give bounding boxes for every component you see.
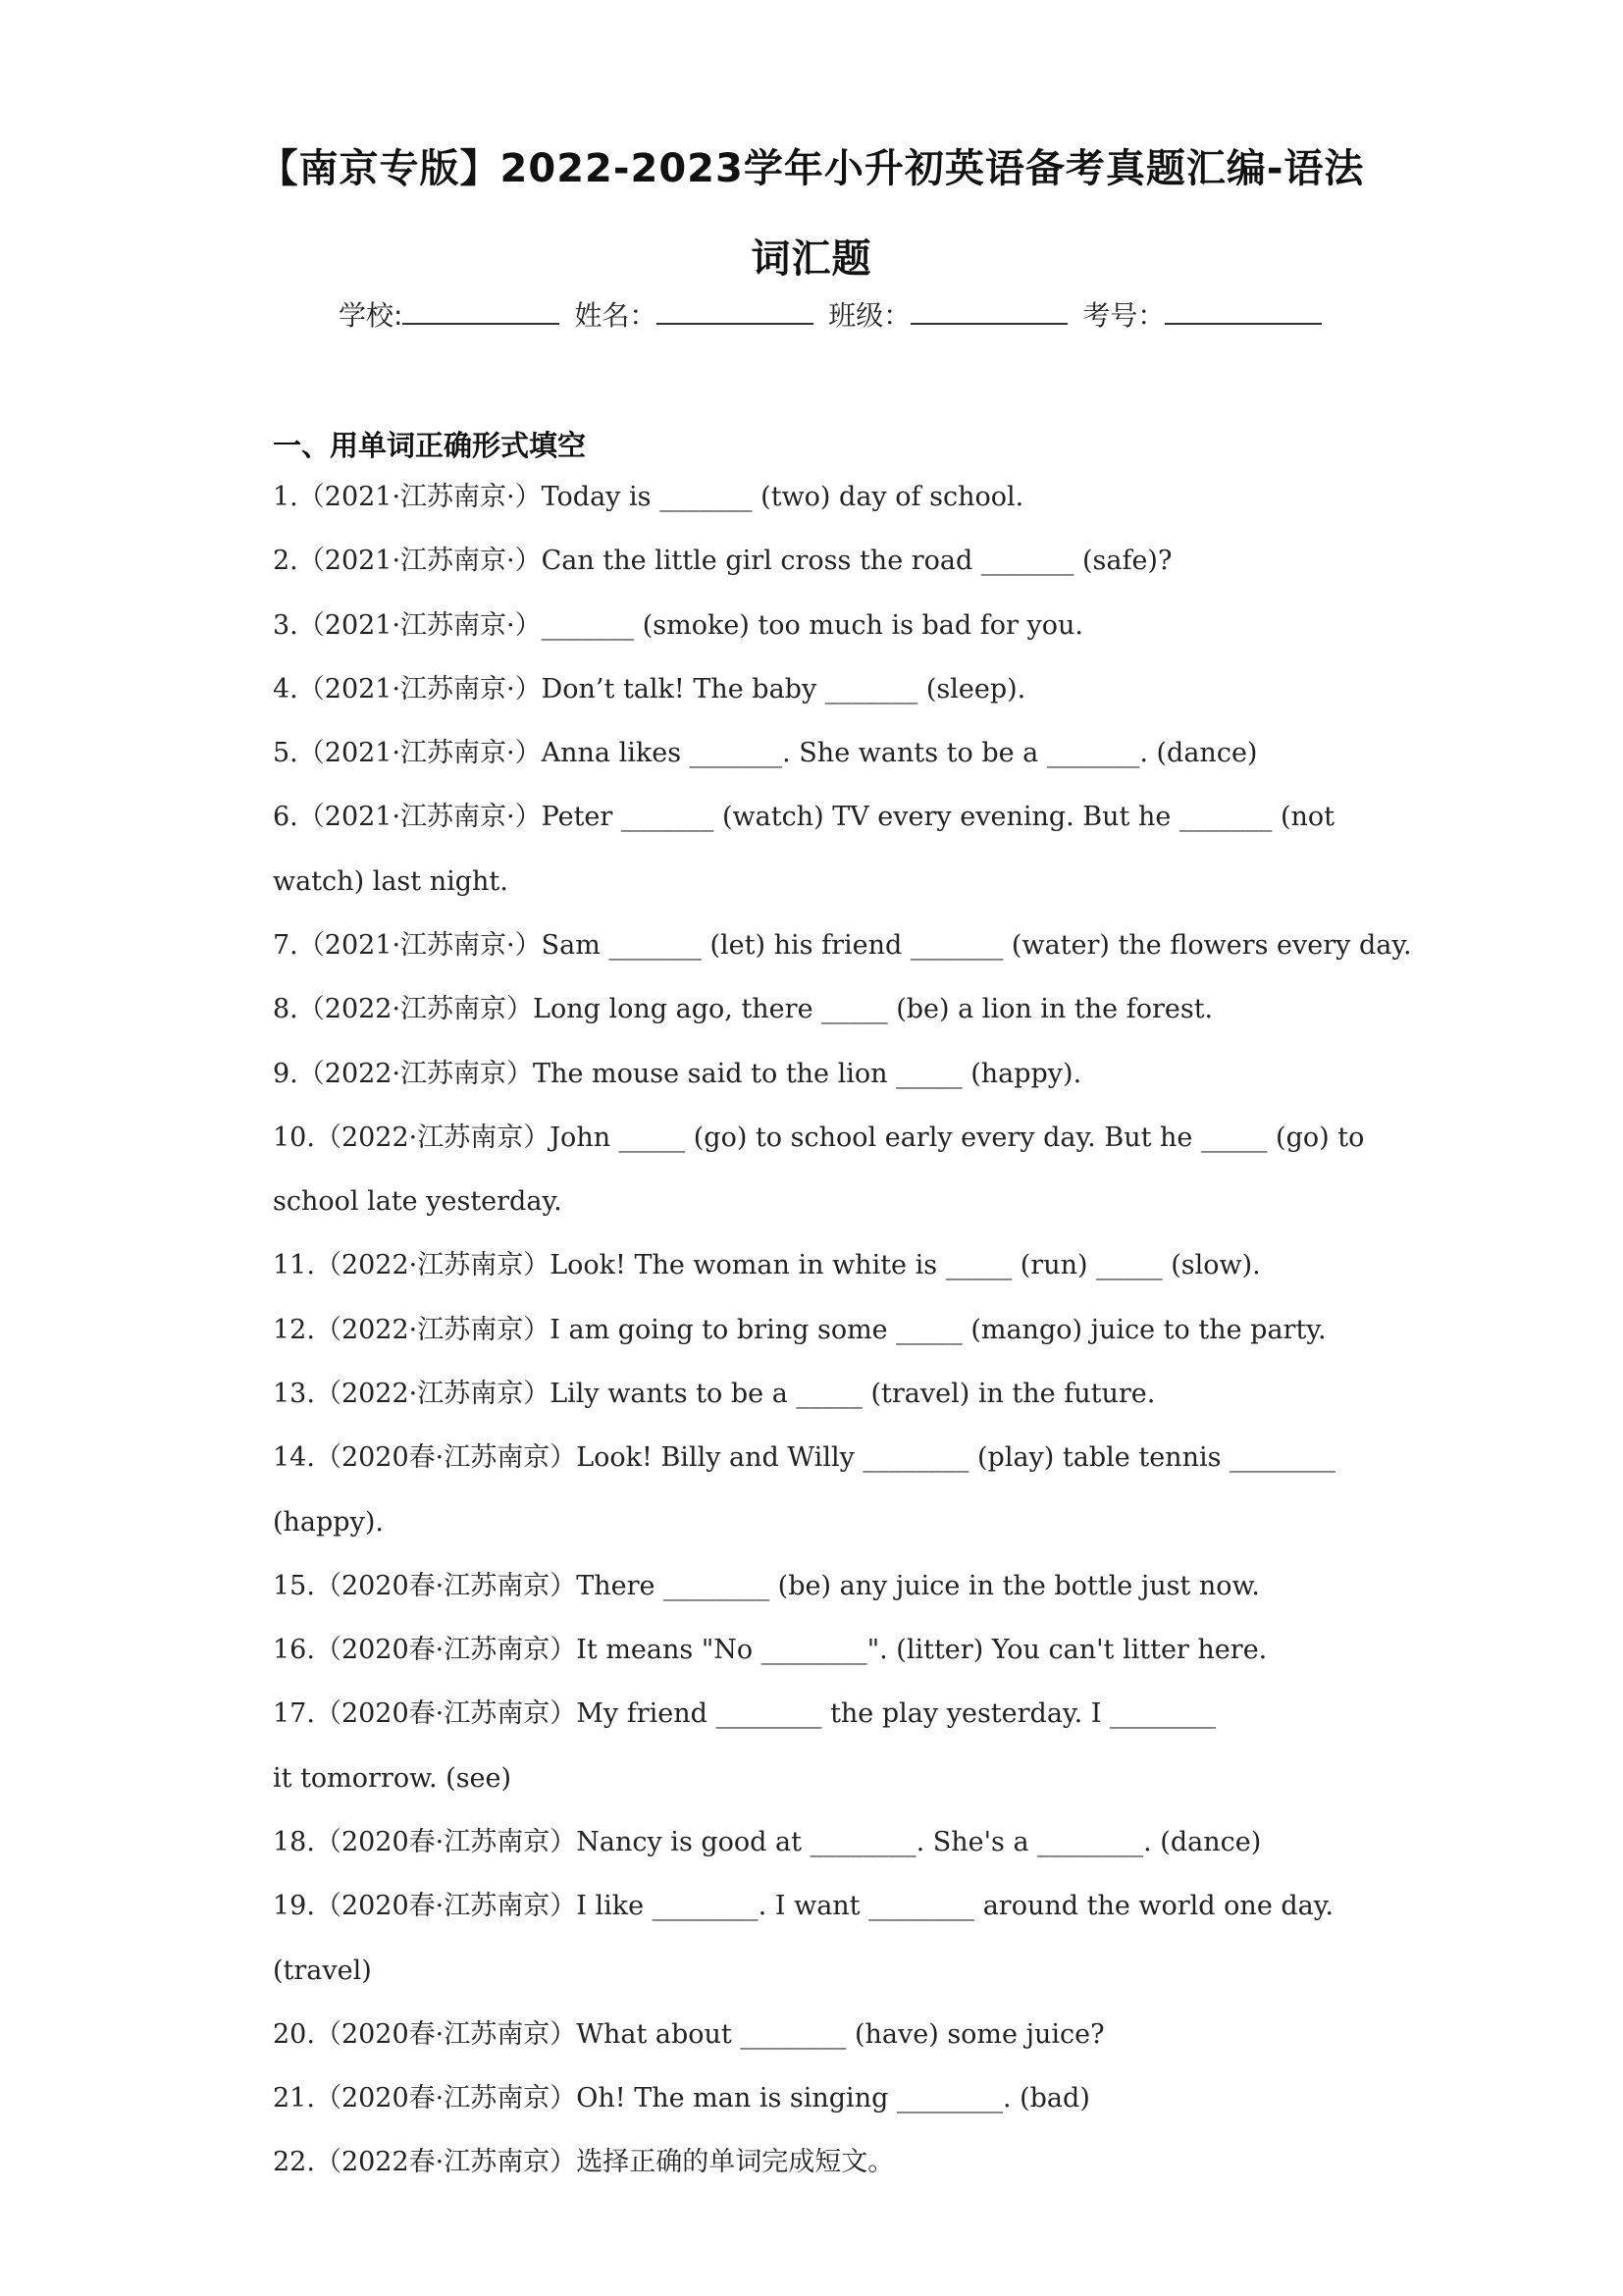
question-line: 9.（2022·江苏南京）The mouse said to the lion _____ (happy).	[273, 1059, 1082, 1089]
name-blank[interactable]	[656, 297, 813, 325]
question-line: 11.（2022·江苏南京）Look! The woman in white is _____ (run) _____ (slow).	[273, 1250, 1261, 1280]
question-line: 18.（2020春·江苏南京）Nancy is good at ________. She's a ________. (dance)	[273, 1827, 1262, 1857]
question-line: 4.（2021·江苏南京·）Don’t talk! The baby _______ (sleep).	[273, 674, 1026, 704]
question-line: 14.（2020春·江苏南京）Look! Billy and Willy ________ (play) table tennis ________	[273, 1442, 1336, 1473]
question-line: it tomorrow. (see)	[273, 1763, 512, 1794]
document-title-line1: 【南京专版】2022-2023学年小升初英语备考真题汇编-语法	[258, 146, 1365, 191]
exam-no-label: 考号：	[1082, 299, 1166, 332]
question-line: 21.（2020春·江苏南京）Oh! The man is singing ________. (bad)	[273, 2083, 1090, 2113]
question-line: 5.（2021·江苏南京·）Anna likes _______. She wants to be a _______. (dance)	[273, 738, 1258, 768]
question-line: school late yesterday.	[273, 1186, 562, 1217]
question-line: 19.（2020春·江苏南京）I like ________. I want ________ around the world one day.	[273, 1891, 1335, 1921]
document-title-line2: 词汇题	[751, 236, 872, 282]
school-label: 学校:	[339, 299, 403, 332]
question-line: (travel)	[273, 1956, 372, 1986]
question-line: 22.（2022春·江苏南京）选择正确的单词完成短文。	[273, 2147, 895, 2177]
question-line: 20.（2020春·江苏南京）What about ________ (have) some juice?	[273, 2019, 1105, 2050]
question-line: 10.（2022·江苏南京）John _____ (go) to school early every day. But he _____ (go) to	[273, 1122, 1365, 1153]
question-line: 16.（2020春·江苏南京）It means "No ________". (litter) You can't litter here.	[273, 1635, 1268, 1665]
question-line: 13.（2022·江苏南京）Lily wants to be a _____ (travel) in the future.	[273, 1379, 1156, 1409]
question-line: (happy).	[273, 1507, 384, 1538]
question-line: 17.（2020春·江苏南京）My friend ________ the play yesterday. I ________	[273, 1698, 1217, 1729]
student-info-line	[339, 294, 1320, 334]
question-line: 3.（2021·江苏南京·）_______ (smoke) too much is bad for you.	[273, 610, 1083, 641]
exam-no-blank[interactable]	[1165, 297, 1322, 325]
question-line: 12.（2022·江苏南京）I am going to bring some _____ (mango) juice to the party.	[273, 1315, 1327, 1345]
class-blank[interactable]	[911, 297, 1068, 325]
question-line: 8.（2022·江苏南京）Long long ago, there _____ (be) a lion in the forest.	[273, 994, 1214, 1024]
question-line: 6.（2021·江苏南京·）Peter _______ (watch) TV every evening. But he _______ (not	[273, 802, 1335, 832]
question-line: 15.（2020春·江苏南京）There ________ (be) any juice in the bottle just now.	[273, 1571, 1261, 1601]
school-blank[interactable]	[402, 297, 559, 325]
section-heading: 一、用单词正确形式填空	[273, 429, 587, 462]
question-line: watch) last night.	[273, 866, 508, 897]
question-line: 2.（2021·江苏南京·）Can the little girl cross the road _______ (safe)?	[273, 546, 1173, 576]
name-label: 姓名：	[574, 299, 657, 332]
class-label: 班级：	[828, 299, 912, 332]
question-line: 7.（2021·江苏南京·）Sam _______ (let) his friend _______ (water) the flowers every day.	[273, 930, 1412, 961]
question-line: 1.（2021·江苏南京·）Today is _______ (two) day of school.	[273, 482, 1024, 512]
